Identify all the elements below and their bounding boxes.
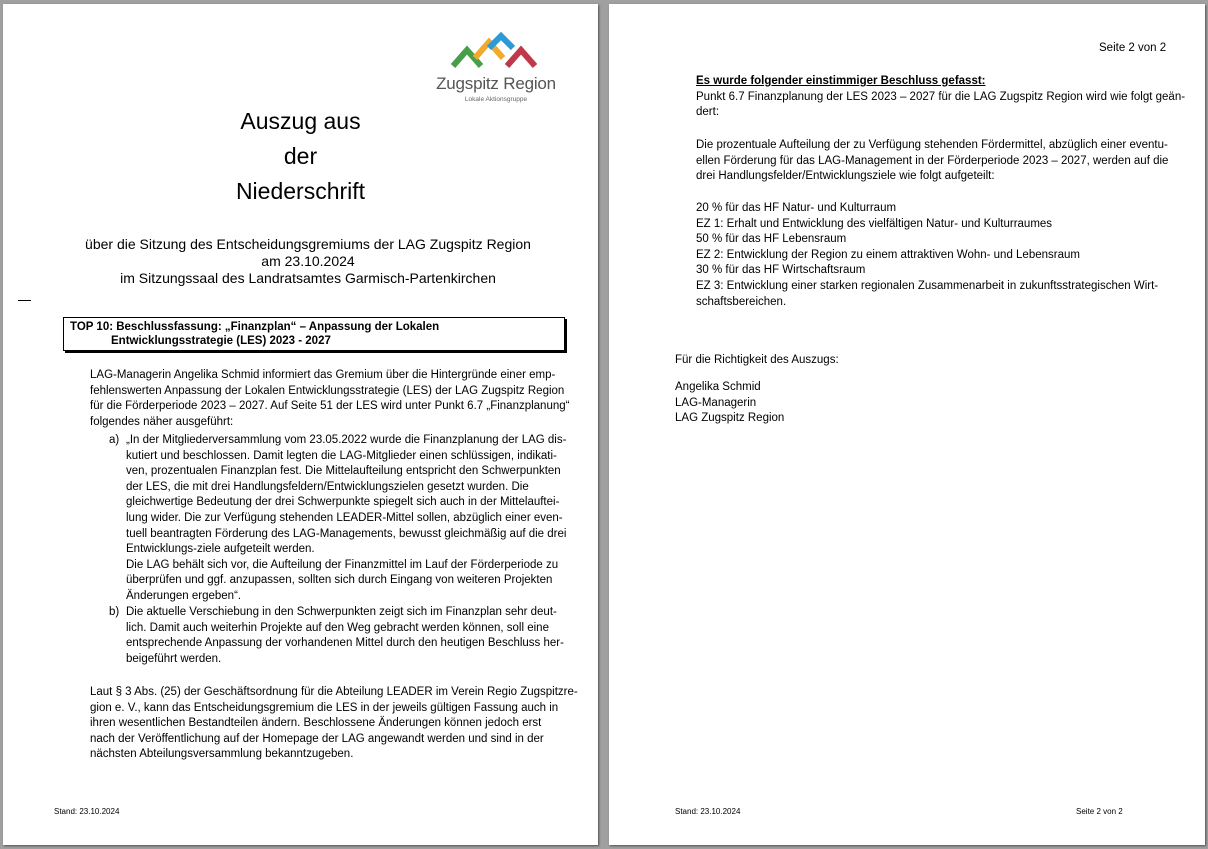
text-line: beigeführt werden. [126, 652, 222, 665]
footer-date: Stand: 23.10.2024 [675, 807, 741, 816]
text-line: ellen Förderung für das LAG-Management in der Förderperiode 2023 – 2027, werden auf die [696, 154, 1169, 167]
page-number-header: Seite 2 von 2 [1099, 42, 1167, 54]
margin-mark [18, 300, 31, 301]
meeting-date: am 23.10.2024 [261, 253, 355, 269]
zugspitz-region-logo [431, 32, 561, 108]
text-line: „In der Mitgliederversammlung vom 23.05.2022 wurde die Finanzplanung der LAG dis- [126, 434, 567, 446]
text-line: ven, prozentualen Finanzplan fest. Die Mittelaufteilung entspricht den Schwerpunkten [126, 465, 561, 478]
document-title [3, 104, 598, 209]
meeting-line: über die Sitzung des Entscheidungsgremiums der LAG Zugspitz Region [85, 236, 531, 252]
text-line: überprüfen und ggf. anzupassen, sollten sich durch Eingang von weiteren Projekten [126, 574, 553, 587]
list-item-b [126, 605, 564, 667]
text-line: Die LAG behält sich vor, die Aufteilung der Finanzmittel im Lauf der Förderperiode zu [126, 558, 559, 571]
list-item: EZ 2: Entwicklung der Region zu einem attraktiven Wohn- und Lebensraum [696, 248, 1080, 261]
list-item: 30 % für das HF Wirtschaftsraum [696, 264, 866, 277]
list-item: 20 % für das HF Natur- und Kulturraum [696, 202, 897, 214]
logo-subtitle: Lokale Aktionsgruppe [464, 96, 528, 103]
signatory-organization: LAG Zugspitz Region [675, 412, 785, 425]
text-line: dert: [696, 106, 720, 119]
text-line: für die Förderperiode 2023 – 2027. Auf Seite 51 der LES wird unter Punkt 6.7 „Finanzplanung“ [90, 400, 570, 413]
text-line: folgendes näher ausgeführt: [90, 415, 234, 428]
document-page-2 [609, 4, 1205, 845]
list-item: EZ 1: Erhalt und Entwicklung des vielfältigen Natur- und Kulturraumes [696, 217, 1053, 230]
text-line: lich. Damit auch weiterhin Projekte auf den Weg gebracht werden können, soll eine [126, 621, 549, 634]
text-line: Die aktuelle Verschiebung in den Schwerpunkten zeigt sich im Finanzplan sehr deut- [126, 606, 557, 618]
list-item: schaftsbereichen. [696, 295, 787, 308]
footer-page-number: Seite 2 von 2 [1076, 807, 1123, 816]
title-line: Niederschrift [235, 178, 366, 204]
text-line: der LES, die mit drei Handlungsfeldern/Entwicklungszielen gesetzt wurden. Die [126, 480, 529, 493]
text-line: entsprechende Anpassung der vorhandenen Mittel durch den heutigen Beschluss her- [126, 637, 564, 650]
text-line: nach der Veröffentlichung auf der Homepage der LAG angewandt werden und sind in der [90, 732, 544, 745]
list-item: 50 % für das HF Lebensraum [696, 233, 847, 246]
list-marker-a: a) [109, 434, 120, 446]
mountain-chevrons-icon [449, 32, 543, 72]
agenda-item-line-1: TOP 10: Beschlussfassung: „Finanzplan“ – Anpassung der Lokalen [70, 321, 440, 333]
certification-text: Für die Richtigkeit des Auszugs: [675, 354, 839, 366]
title-line: Auszug aus [240, 108, 361, 134]
text-line: tuell beantragten Förderung des LAG-Managements, bewusst gleichmäßig auf die drei [126, 527, 567, 540]
signatory-role: LAG-Managerin [675, 396, 757, 409]
list-item: EZ 3: Entwicklung einer starken regionalen Zusammenarbeit in zukunftsstrategischen Wirt- [696, 279, 1159, 292]
text-line: lung wider. Die zur Verfügung stehenden LEADER-Mittel sollen, abzüglich einer even- [126, 511, 563, 524]
text-line: LAG-Managerin Angelika Schmid informiert das Gremium über die Hintergründe einer emp- [90, 369, 556, 381]
text-line: kutiert und beschlossen. Damit legten die LAG-Mitglieder einen schlüssigen, indikati- [126, 449, 557, 462]
text-line: fehlenswerten Anpassung der Lokalen Entwicklungsstrategie (LES) der LAG Zugspitz Region [90, 384, 565, 397]
text-line: ihren wesentlichen Bestandteilen ändern. Beschlossene Änderungen können jedoch erst [90, 717, 542, 730]
allocation-paragraph [696, 138, 1176, 185]
text-line: Punkt 6.7 Finanzplanung der LES 2023 – 2027 für die LAG Zugspitz Region wird wie folgt geän- [696, 90, 1186, 103]
text-line: nächsten Abteilungsversammlung bekanntzugeben. [90, 748, 354, 761]
signature-block [675, 380, 784, 427]
intro-paragraph [90, 368, 570, 430]
meeting-location: im Sitzungssaal des Landratsamtes Garmisch-Partenkirchen [120, 270, 496, 286]
signatory-name: Angelika Schmid [675, 381, 761, 393]
text-line: drei Handlungsfelder/Entwicklungsziele wie folgt aufgeteilt: [696, 170, 995, 183]
resolution-block [696, 74, 1186, 121]
logo-name: Zugspitz Region [436, 74, 556, 93]
closing-paragraph [90, 685, 578, 763]
text-line: gion e. V., kann das Entscheidungsgremium die LES in der jeweils gültigen Fassung auch in [90, 701, 559, 714]
agenda-item-box [63, 317, 565, 351]
list-item-a [126, 433, 567, 605]
text-line: Laut § 3 Abs. (25) der Geschäftsordnung für die Abteilung LEADER im Verein Regio Zugspitzre- [90, 686, 578, 698]
text-line: Die prozentuale Aufteilung der zu Verfügung stehenden Fördermittel, abzüglich einer eventu- [696, 139, 1168, 151]
title-line: der [283, 143, 318, 169]
agenda-item-line-2: Entwicklungsstrategie (LES) 2023 - 2027 [111, 335, 331, 347]
document-page-1 [3, 4, 598, 845]
footer-date: Stand: 23.10.2024 [54, 807, 120, 816]
text-line: gleichwertige Bedeutung der drei Schwerpunkte spiegelt sich auch in der Mittelauftei- [126, 496, 560, 509]
text-line: Änderungen ergeben“. [126, 589, 242, 602]
text-line: Entwicklungs-ziele aufgeteilt werden. [126, 543, 315, 556]
list-marker-b: b) [109, 606, 120, 618]
resolution-heading: Es wurde folgender einstimmiger Beschluss gefasst: [696, 75, 986, 87]
allocation-list [696, 201, 1176, 310]
meeting-info [3, 236, 598, 287]
